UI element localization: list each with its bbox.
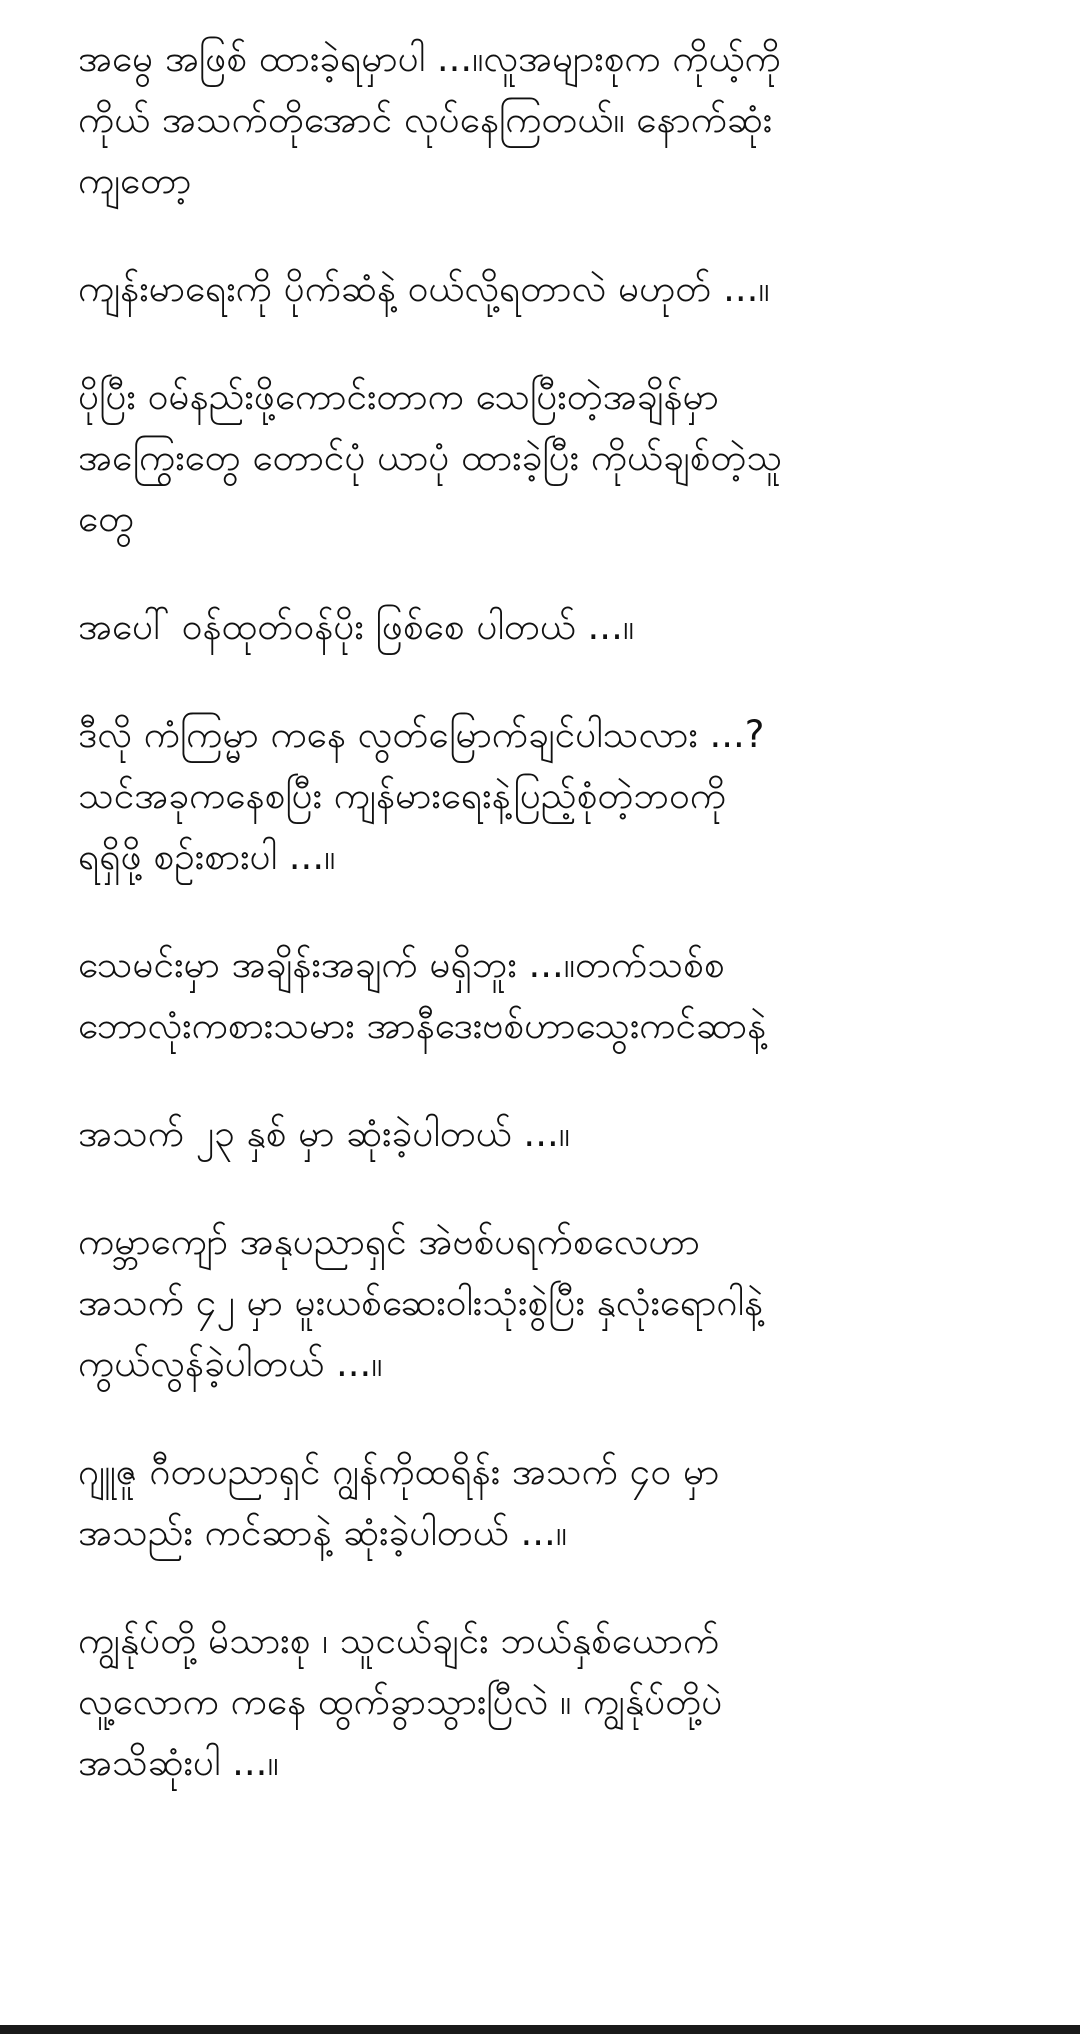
text-line: ကျွန်ုပ်တို့ မိသားစု ၊ သူငယ်ချင်း ဘယ်နှစ်ယောက် <box>78 1619 720 1662</box>
text-line: ကျန်းမာရေးကို ပိုက်ဆံနဲ့ ဝယ်လို့ရတာလဲ မဟုတ် ...။ <box>78 267 770 310</box>
text-line: အပေါ် ဝန်ထုတ်ဝန်ပိုး ဖြစ်စေ ပါတယ် ...။ <box>78 605 635 648</box>
paragraph <box>78 704 1010 887</box>
text-line: သင်အခုကနေစပြီး ကျန်မားရေးနဲ့ပြည့်စုံတဲ့ဘဝကို <box>78 774 727 817</box>
text-line: အသိဆုံးပါ ...။ <box>78 1741 279 1784</box>
text-line: အသက် ၂၃ နှစ် မှာ ဆုံးခဲ့ပါတယ် ...။ <box>78 1112 570 1155</box>
text-line: ကွယ်လွန်ခဲ့ပါတယ် ...။ <box>78 1342 383 1385</box>
text-line: ရရှိဖို့ စဥ်းစားပါ ...။ <box>78 835 336 878</box>
bottom-edge-bar <box>0 2025 1080 2034</box>
text-line: အမွေ အဖြစ် ထားခဲ့ရမှာပါ ...။လူအများစုက ကိုယ့်ကို <box>78 37 781 80</box>
text-line: ကိုယ် အသက်တိုအောင် လုပ်နေကြတယ်။ နောက်ဆုံး <box>78 98 773 141</box>
paragraph <box>78 28 1010 211</box>
paragraph <box>78 934 1010 1056</box>
text-line: ကျတော့ <box>78 159 192 202</box>
text-line: ပိုပြီး ဝမ်နည်းဖို့ကောင်းတာက သေပြီးတဲ့အချိန်မှာ <box>78 375 719 418</box>
paragraph <box>78 1441 1010 1563</box>
text-line: ဂျူဇူ ဂီတပညာရှင် ဂျွန်ကိုထရိန်း အသက် ၄၀ မှာ <box>78 1450 720 1493</box>
text-line: အသက် ၄၂ မှာ မူးယစ်ဆေးဝါးသုံးစွဲပြီး နှလုံးရောဂါနဲ့ <box>78 1281 764 1324</box>
text-line: လူ့လောက ကနေ ထွက်ခွာသွားပြီလဲ ။ ကျွန်ုပ်တို့ပဲ <box>78 1680 723 1723</box>
paragraph <box>78 1610 1010 1793</box>
text-line: ဘောလုံးကစားသမား အာနီဒေးဗစ်ဟာသွေးကင်ဆာနဲ့ <box>78 1004 767 1047</box>
paragraph <box>78 258 1010 319</box>
text-line: ဒီလို ကံကြမ္မာ ကနေ လွတ်မြောက်ချင်ပါသလား ...? <box>78 713 765 756</box>
text-line: တွေ <box>78 497 135 540</box>
text-line: ကမ္ဘာကျော် အနုပညာရှင် အဲဗစ်ပရက်စလေဟာ <box>78 1220 700 1263</box>
paragraph <box>78 366 1010 549</box>
text-line: အသည်း ကင်ဆာနဲ့ ဆုံးခဲ့ပါတယ် ...။ <box>78 1511 567 1554</box>
text-line: အကြွေးတွေ တောင်ပုံ ယာပုံ ထားခဲ့ပြီး ကိုယ်ချစ်တဲ့သူ <box>78 436 783 479</box>
paragraph <box>78 1103 1010 1164</box>
paragraph <box>78 1211 1010 1394</box>
text-line: သေမင်းမှာ အချိန်းအချက် မရှိဘူး ...။တက်သစ်စ <box>78 943 725 986</box>
paragraph <box>78 596 1010 657</box>
